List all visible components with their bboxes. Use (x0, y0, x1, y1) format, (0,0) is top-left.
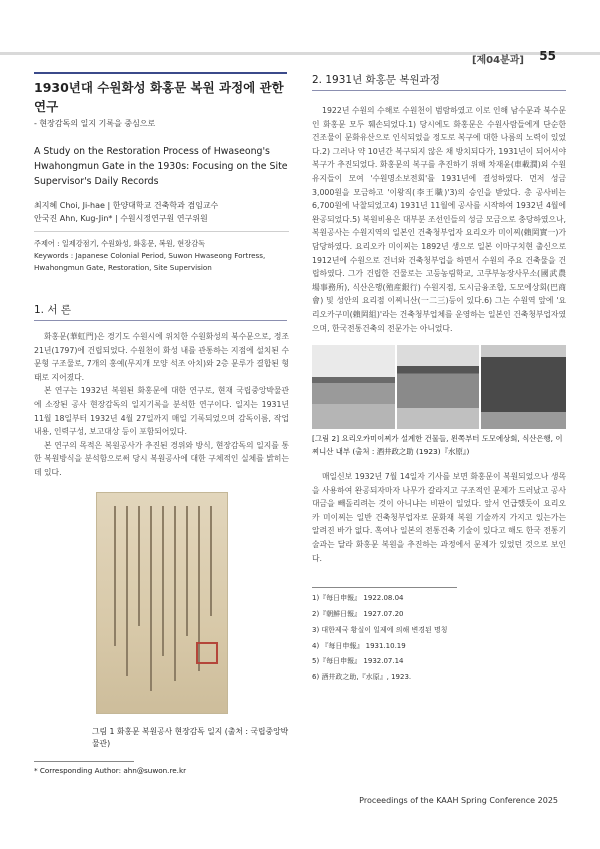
section-2-heading: 2. 1931년 화홍문 복원과정 (312, 74, 440, 86)
left-column (34, 72, 289, 775)
paper-subtitle-korean: - 현장감독의 일지 기록을 중심으로 (34, 119, 156, 128)
header-section-label: [제04분과] (471, 55, 524, 66)
footnote-6: 6) 酒井政之助,『水原』, 1923. (312, 673, 412, 682)
footnote-list (312, 591, 566, 686)
figure-2-caption: [그림 2] 요리오카미이찌가 설계한 건물들, 왼쪽부터 도모에상회, 식산은행, 이찌니산 내부 (출처 : 酒井政之助 (1923)『水原』) (312, 434, 563, 456)
corresponding-rule (34, 761, 134, 762)
footnote-4: 4) 『每日申報』 1931.10.19 (312, 641, 406, 650)
keywords-korean: 주제어 : 일제강점기, 수원화성, 화홍문, 복원, 현장감독 (34, 239, 206, 248)
figure-1-caption: 그림 1 화홍문 복원공사 현장감독 일지 (출처 : 국립중앙박물관) (92, 726, 289, 749)
section-1-heading: 1. 서 론 (34, 304, 71, 316)
intro-body (34, 330, 289, 480)
divider (34, 231, 289, 232)
page-number: 55 (539, 49, 556, 63)
footnote-5: 5)『每日申報』 1932.07.14 (312, 657, 404, 666)
corresponding-author: * Corresponding Author: ahn@suwon.re.kr (34, 765, 187, 775)
author-block (34, 199, 289, 225)
section-1-rule (34, 320, 287, 321)
figure-2-photo-interior (481, 345, 566, 429)
intro-paragraph-3: 본 연구의 목적은 복원공사가 추진된 경위와 방식, 현장감독의 일지를 통한 복원방식을 분석함으로써 당시 복원공사에 대한 구체적인 실체를 밝히는 데 있다. (34, 440, 289, 477)
paper-title-korean: 1930년대 수원화성 화홍문 복원 과정에 관한 연구 (34, 80, 284, 114)
intro-paragraph-2: 본 연구는 1932년 복원된 화홍문에 대한 연구로, 현재 국립중앙박물관에 소장된 공사 현장감독의 일지기록을 분석한 연구이다. 일지는 1931년 11월 18일부터 1932년 4월 27일까지 매일 기록되었으며 감독이름, 작업내용, 인력구성, 보고대상 등이 포함되어있다. (34, 386, 289, 437)
section-2-body (312, 104, 566, 335)
section-2-rule (312, 90, 566, 91)
footnote-1: 1)『每日申報』 1922.08.04 (312, 594, 404, 603)
section-2-paragraph-2: 매일신보 1932년 7월 14일자 기사를 보면 화홍문이 복원되었으나 생목을 사용하여 완공되자마자 나무가 갈라지고 구조적인 문제가 드러났고 공사대금을 빼돌리려는 것이 아니냐는 비판이 일었다. 앞서 언급했듯이 요리오카 미이찌는 일반 건축청부업자로 문화재 복원 기술까지 가지고 있는가는 알려진 바가 없다. 혹여나 일본의 전통건축 기술이 있다고 해도 한국 전통기술과는 달라 화홍문 복원을 추진하는 과정에서 문제가 있었던 것으로 보인다. (312, 472, 566, 563)
section-2-paragraph-1: 1922년 수원의 수해로 수원천이 범람하였고 이로 인해 남수문과 북수문인 화홍문 모두 훼손되었다.1) 당시에도 화홍문은 수원사람들에게 단순한 건조물이 문화유산으로 인식되었을 정도로 복구에 대한 나름의 노력이 있었다.2) 그러나 약 10년간 복구되지 않은 채 방치되다가, 1931년이 되어서야 복구가 추진되었다. 화홍문의 복구를 추진하기 위해 차재윤(車載潤)외 수원 유지들이 모여 '수원명소보전회'를 1931년에 결성하였다. 먼저 성금 3,000원을 모금하고 '이왕직(李王職)'3)의 승인을 받았다. 총 공사비는 6,700원에 낙찰되었고4) 1931년 11월에 공사를 시작하여 1932년 4월에 완공되었다.5) 복원비용은 대부분 조선인들의 성금 모금으로 충당하였으나, 복원공사는 수원지역의 일본인 건축청부업자 요리오카 미이찌(賴岡實一)가 담당하였다. 요리오카 미이찌는 1892년 생으로 일본 이마구치현 출신으로 1912년에 수원으로 건너와 건축청부업을 하면서 수원의 주요 건축물을 건립하였다. 그가 건립한 건물로는 고등농림학교, 고쿠부농장사무소(國武農場事務所), 식산은행(殖産銀行) 수원지점, 도시금융조합, 도모에상회(巴商會) 및 성안의 요리점 이찌니산(一二三)등이 있다.6) 그는 수원역 앞에 '요리오카구미(賴岡組)'라는 건축청부업체를 운영하는 일본인 건축청부업자였으며, 한국전통건축의 전문가는 아니었다. (312, 106, 566, 333)
figure-2-images (312, 345, 566, 429)
title-rule (34, 72, 287, 74)
section-2-body-2 (312, 470, 566, 565)
intro-paragraph-1: 화홍문(華虹門)은 경기도 수원시에 위치한 수원화성의 북수문으로, 정조 21년(1797)에 건립되었다. 수원천이 화성 내를 관통하는 지점에 설치된 수문형 구조물로, 7개의 홍예(무지개 모양 석조 아치)와 2층 문루가 결합된 형태로 지어졌다. (34, 332, 289, 382)
footnote-3: 3) 대한제국 황실이 일제에 의해 변경된 명칭 (312, 625, 448, 634)
paper-title-english: A Study on the Restoration Process of Hwaseong's Hwahongmun Gate in the 1930s: Focusing on the Site Supervisor's Daily Records (34, 146, 288, 187)
footnote-rule (312, 587, 457, 588)
figure-2-photo-bank (397, 345, 478, 429)
keywords-english: Keywords : Japanese Colonial Period, Suwon Hwaseong Fortress, Hwahongmun Gate, Restoration, Site Supervision (34, 251, 266, 272)
author-1: 최지혜 Choi, Ji-hae | 한양대학교 건축학과 겸임교수 (34, 201, 219, 210)
figure-2-photo-tomoe (312, 345, 395, 429)
author-2: 안국진 Ahn, Kug-Jin* | 수원시정연구원 연구위원 (34, 214, 208, 223)
right-column (312, 72, 566, 686)
proceedings-footer: Proceedings of the KAAH Spring Conference 2025 (359, 796, 558, 805)
figure-1-image (96, 492, 228, 714)
footnote-2: 2)『朝鮮日報』 1927.07.20 (312, 610, 404, 619)
keywords-block (34, 238, 289, 274)
